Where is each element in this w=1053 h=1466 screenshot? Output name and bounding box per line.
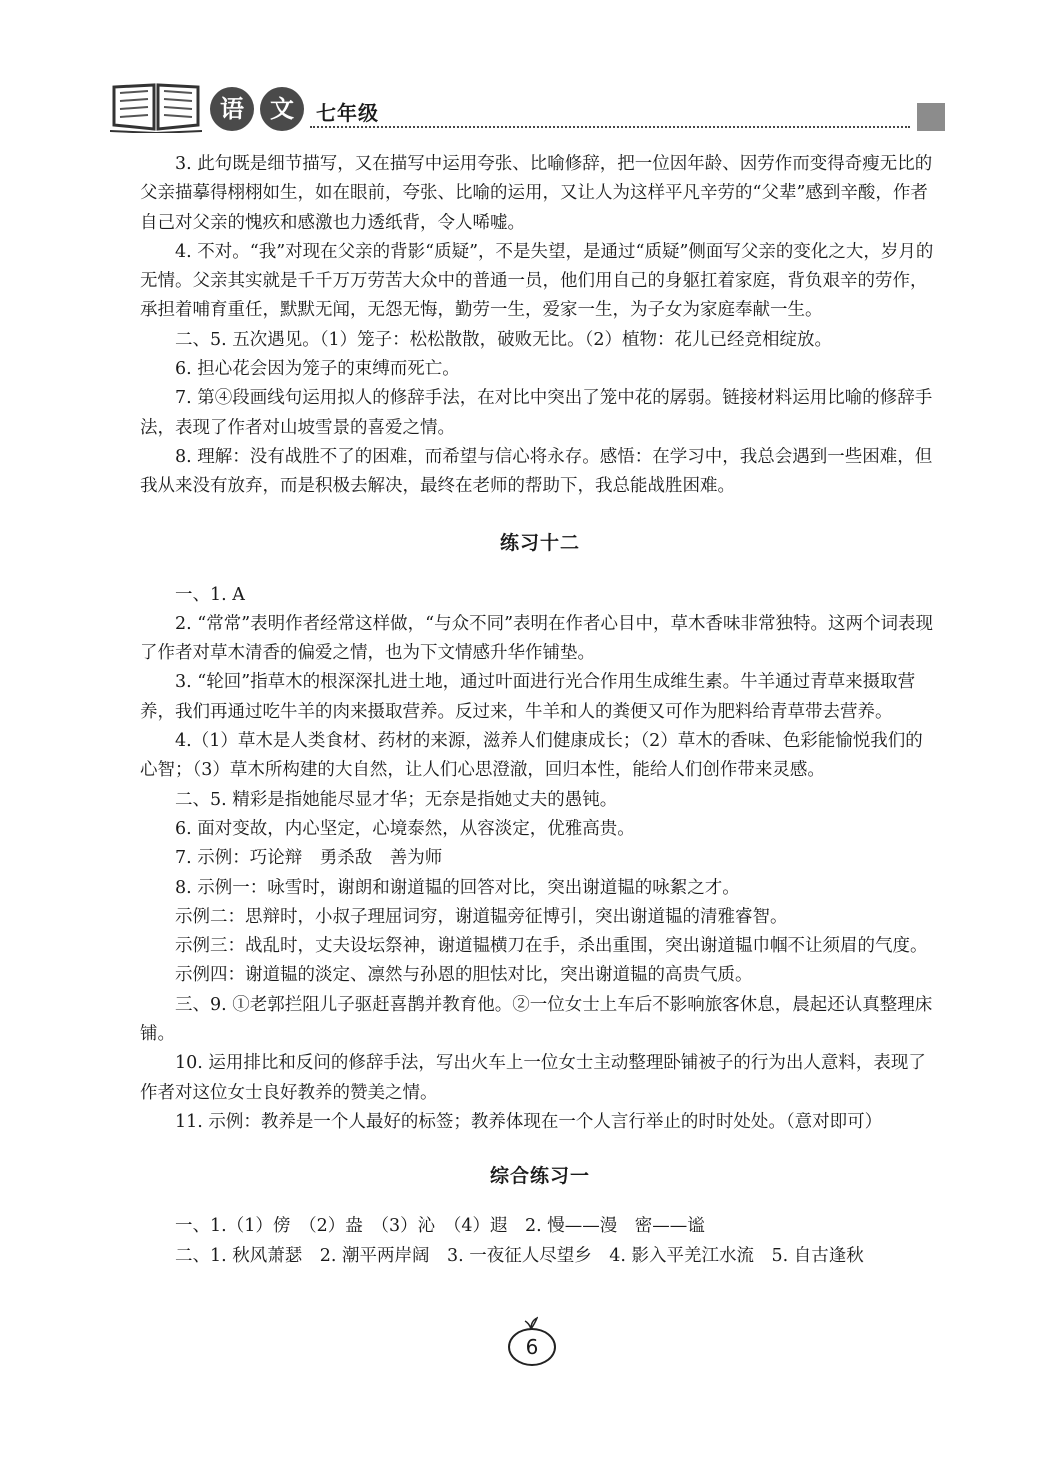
page-content (140, 150, 940, 1271)
answer-paragraph: 10. 运用排比和反问的修辞手法，写出火车上一位女士主动整理卧铺被子的行为出人意料，表现了作者对这位女士良好教养的赞美之情。 (140, 1053, 926, 1103)
book-icon (110, 75, 202, 133)
page-header (110, 75, 945, 137)
section-title-exercise-12: 练习十二 (499, 531, 580, 554)
section-title-comprehensive-1: 综合练习一 (489, 1165, 590, 1188)
header-divider (310, 126, 910, 128)
answer-paragraph: 6. 担心花会因为笼子的束缚而死亡。 (175, 359, 460, 380)
answer-paragraph: 示例四：谢道韫的淡定、凛然与孙恩的胆怯对比，突出谢道韫的高贵气质。 (175, 965, 753, 986)
page-number: 6 (508, 1328, 556, 1366)
answer-paragraph: 二、5. 精彩是指她能尽显才华；无奈是指她丈夫的愚钝。 (175, 789, 618, 810)
answer-paragraph: 11. 示例：教养是一个人最好的标签；教养体现在一个人言行举止的时时处处。（意对即可） (175, 1111, 883, 1132)
answer-paragraph: 二、1. 秋风萧瑟 2. 潮平两岸阔 3. 一夜征人尽望乡 4. 影入平羌江水流 5. 自古逢秋 (175, 1245, 864, 1266)
grade-label: 七年级 (316, 101, 379, 125)
answer-paragraph: 3. “轮回”指草木的根深深扎进土地，通过叶面进行光合作用生成维生素。牛羊通过青草来摄取营养，我们再通过吃牛羊的肉来摄取营养。反过来，牛羊和人的粪便又可作为肥料给青草带去营养。 (140, 672, 916, 722)
answer-paragraph: 二、5. 五次遇见。（1）笼子：松松散散，破败无比。（2）植物：花儿已经竞相绽放。 (175, 329, 833, 350)
subject-char-2: 文 (260, 87, 304, 131)
answer-paragraph: 7. 示例：巧论辩 勇杀敌 善为师 (175, 848, 443, 869)
answer-paragraph: 6. 面对变故，内心坚定，心境泰然，从容淡定，优雅高贵。 (175, 818, 635, 839)
answer-paragraph: 8. 示例一：咏雪时，谢朗和谢道韫的回答对比，突出谢道韫的咏絮之才。 (175, 877, 740, 898)
answer-paragraph: 三、9. ①老郭拦阻儿子驱赶喜鹊并教育他。②一位女士上车后不影响旅客休息，晨起还认真整理床铺。 (140, 994, 933, 1045)
answer-paragraph: 4.（1）草木是人类食材、药材的来源，滋养人们健康成长；（2）草木的香味、色彩能愉悦我们的心智；（3）草木所构建的大自然，让人们心思澄澈，回归本性，能给人们创作带来灵感。 (140, 731, 923, 781)
answer-paragraph: 7. 第④段画线句运用拟人的修辞手法，在对比中突出了笼中花的孱弱。链接材料运用比喻的修辞手法，表现了作者对山坡雪景的喜爱之情。 (140, 388, 933, 438)
subject-char-1: 语 (210, 87, 254, 131)
answer-paragraph: 4. 不对。“我”对现在父亲的背影“质疑”，不是失望，是通过“质疑”侧面写父亲的变化之大，岁月的无情。父亲其实就是千千万万劳苦大众中的普通一员，他们用自己的身躯扛着家庭，背负艰辛的劳作，承担着哺育重任，默默无闻，无怨无悔，勤劳一生，爱家一生，为子女为家庭奉献一生。 (140, 241, 934, 321)
answer-paragraph: 示例二：思辩时，小叔子理屈词穷，谢道韫旁征博引，突出谢道韫的清雅睿智。 (175, 906, 788, 927)
answer-paragraph: 2. “常常”表明作者经常这样做，“与众不同”表明在作者心目中，草木香味非常独特。这两个词表现了作者对草木清香的偏爱之情，也为下文情感升华作铺垫。 (140, 613, 934, 664)
answer-paragraph: 一、1.（1）傍 （2）盎 （3）沁 （4）遐 2. 慢——漫 密——谧 (175, 1216, 705, 1237)
answer-paragraph: 示例三：战乱时，丈夫设坛祭神，谢道韫横刀在手，杀出重围，突出谢道韫巾帼不让须眉的气度。 (175, 936, 928, 957)
page-number-badge (506, 1316, 554, 1364)
header-box (917, 103, 945, 131)
answer-paragraph: 一、1. A (175, 584, 245, 605)
answer-paragraph: 8. 理解：没有战胜不了的困难，而希望与信心将永存。感悟：在学习中，我总会遇到一些困难，但我从来没有放弃，而是积极去解决，最终在老师的帮助下，我总能战胜困难。 (140, 446, 933, 497)
answer-paragraph: 3. 此句既是细节描写，又在描写中运用夸张、比喻修辞，把一位因年龄、因劳作而变得奇瘦无比的父亲描摹得栩栩如生，如在眼前，夸张、比喻的运用，又让人为这样平凡辛劳的“父辈”感到辛酸，作者自己对父亲的愧疚和感激也力透纸背，令人唏嘘。 (140, 154, 933, 233)
